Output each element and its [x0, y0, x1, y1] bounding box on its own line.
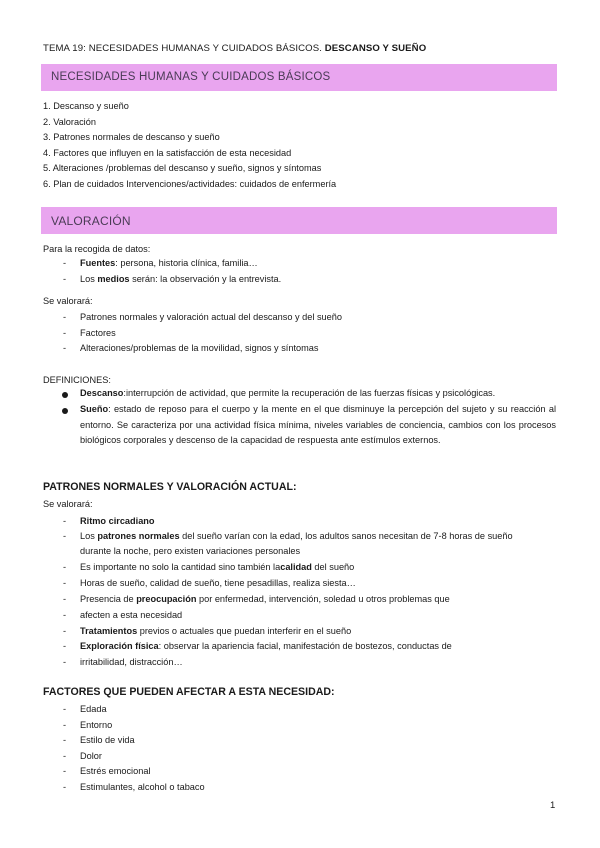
definicion-descanso	[80, 386, 556, 402]
item-text: Estimulantes, alcohol o tabaco	[80, 781, 205, 792]
valorara-intro: Se valorará:	[43, 296, 93, 306]
dash-bullet: -	[63, 641, 67, 651]
index-item: 4. Factores que influyen en la satisfacción de esta necesidad	[43, 147, 292, 158]
item-text: serán: la observación y la entrevista.	[129, 273, 282, 284]
item-text: : persona, historia clínica, familia…	[115, 258, 258, 268]
dash-bullet: -	[63, 750, 67, 761]
item-bold: Tratamientos	[80, 626, 138, 636]
definicion-sueno	[80, 402, 556, 449]
dash-bullet: -	[63, 327, 67, 338]
list-item-continuation: durante la noche, pero existen variaciones personales	[80, 546, 301, 556]
index-item: 1. Descanso y sueño	[43, 101, 129, 111]
patrones-intro: Se valorará:	[43, 499, 93, 509]
index-item: 5. Alteraciones /problemas del descanso y sueño, signos y síntomas	[43, 163, 322, 173]
bullet-dot	[62, 408, 68, 414]
item-bold: Fuentes	[80, 258, 116, 268]
item-text: del sueño varían con la edad, los adultos sanos necesitan de 7-8 horas de sueño	[179, 531, 513, 541]
item-text: Edada	[80, 704, 107, 714]
datos-intro: Para la recogida de datos:	[43, 244, 151, 254]
dash-bullet: -	[63, 578, 67, 588]
dash-bullet: -	[63, 735, 67, 746]
dash-bullet: -	[63, 312, 67, 322]
dash-bullet: -	[63, 343, 67, 354]
item-text: Estilo de vida	[80, 735, 135, 746]
dash-bullet: -	[63, 516, 67, 526]
item-text: Entorno	[80, 719, 113, 730]
item-text: Dolor	[80, 750, 102, 761]
list-item	[80, 530, 513, 542]
item-text: Patrones normales y valoración actual del descanso y del sueño	[80, 312, 342, 322]
patrones-heading: PATRONES NORMALES Y VALORACIÓN ACTUAL:	[43, 481, 297, 493]
item-text: Es importante no solo la cantidad sino también la	[80, 562, 281, 572]
list-item	[80, 515, 155, 527]
item-text: por enfermedad, intervención, soledad u otros problemas que	[196, 594, 450, 604]
page-number: 1	[550, 800, 556, 811]
definiciones-heading: DEFINICIONES:	[43, 375, 111, 385]
list-item	[80, 640, 452, 652]
list-item	[80, 593, 450, 605]
index-item: 2. Valoración	[43, 116, 96, 127]
term: Sueño	[80, 404, 109, 414]
section-banner-necesidades	[41, 64, 557, 91]
item-text: Los	[80, 531, 98, 541]
item-text: del sueño	[311, 562, 355, 572]
dash-bullet: -	[63, 657, 67, 667]
document-title	[43, 43, 426, 54]
item-text: Factores	[80, 327, 116, 338]
dash-bullet: -	[63, 626, 67, 636]
list-item	[80, 625, 351, 637]
item-bold: patrones normales	[97, 531, 180, 541]
dash-bullet: -	[63, 531, 67, 541]
item-bold: Exploración física	[80, 641, 159, 651]
title-prefix: TEMA 19: NECESIDADES HUMANAS Y CUIDADOS BÁSICOS.	[43, 43, 325, 54]
definition-text: :interrupción de actividad, que permite la recuperación de las fuerzas físicas y psicológicas.	[123, 388, 496, 398]
dash-bullet: -	[63, 610, 67, 620]
list-item: Horas de sueño, calidad de sueño, tiene pesadillas, realiza siesta…	[80, 578, 356, 588]
item-bold: preocupación	[136, 594, 197, 604]
section-banner-valoracion	[41, 207, 557, 234]
dash-bullet: -	[63, 594, 67, 604]
dash-bullet: -	[63, 719, 67, 730]
definition-text: : estado de reposo para el cuerpo y la mente en el que disminuye la percepción del sujeto y su reacción al entorno. Se caracteriza por una actividad física mínima, niveles variables de conciencia, cambios con los procesos biológicos corporales y descenso de la capacidad de respuesta ante estímulos externos.	[80, 404, 556, 445]
dash-bullet: -	[63, 273, 67, 284]
item-text: Los	[80, 273, 98, 284]
banner-title: VALORACIÓN	[51, 214, 131, 228]
item-text: : observar la apariencia facial, manifestación de bostezos, conductas de	[158, 641, 452, 651]
list-item	[80, 561, 354, 573]
dash-bullet: -	[63, 562, 67, 572]
factores-heading: FACTORES QUE PUEDEN AFECTAR A ESTA NECESIDAD:	[43, 686, 335, 698]
item-text: Estrés emocional	[80, 766, 151, 777]
dash-bullet: -	[63, 781, 67, 792]
item-bold: calidad	[280, 562, 312, 572]
item-bold: Ritmo circadiano	[80, 516, 155, 526]
dash-bullet: -	[63, 766, 67, 777]
item-text: previos o actuales que puedan interferir en el sueño	[137, 626, 352, 636]
list-item: irritabilidad, distracción…	[80, 657, 183, 667]
dash-bullet: -	[63, 704, 67, 714]
list-item: afecten a esta necesidad	[80, 610, 183, 620]
item-bold: medios	[97, 273, 130, 284]
index-item: 6. Plan de cuidados Intervenciones/actividades: cuidados de enfermería	[43, 178, 337, 189]
title-bold: DESCANSO Y SUEÑO	[324, 43, 427, 54]
item-text: Alteraciones/problemas de la movilidad, signos y síntomas	[80, 343, 319, 354]
banner-title: NECESIDADES HUMANAS Y CUIDADOS BÁSICOS	[51, 71, 331, 83]
dash-bullet: -	[63, 258, 67, 268]
term: Descanso	[80, 388, 124, 398]
index-list	[43, 100, 336, 193]
bullet-dot	[62, 392, 68, 398]
index-item: 3. Patrones normales de descanso y sueño	[43, 132, 220, 142]
item-text: Presencia de	[80, 594, 137, 604]
